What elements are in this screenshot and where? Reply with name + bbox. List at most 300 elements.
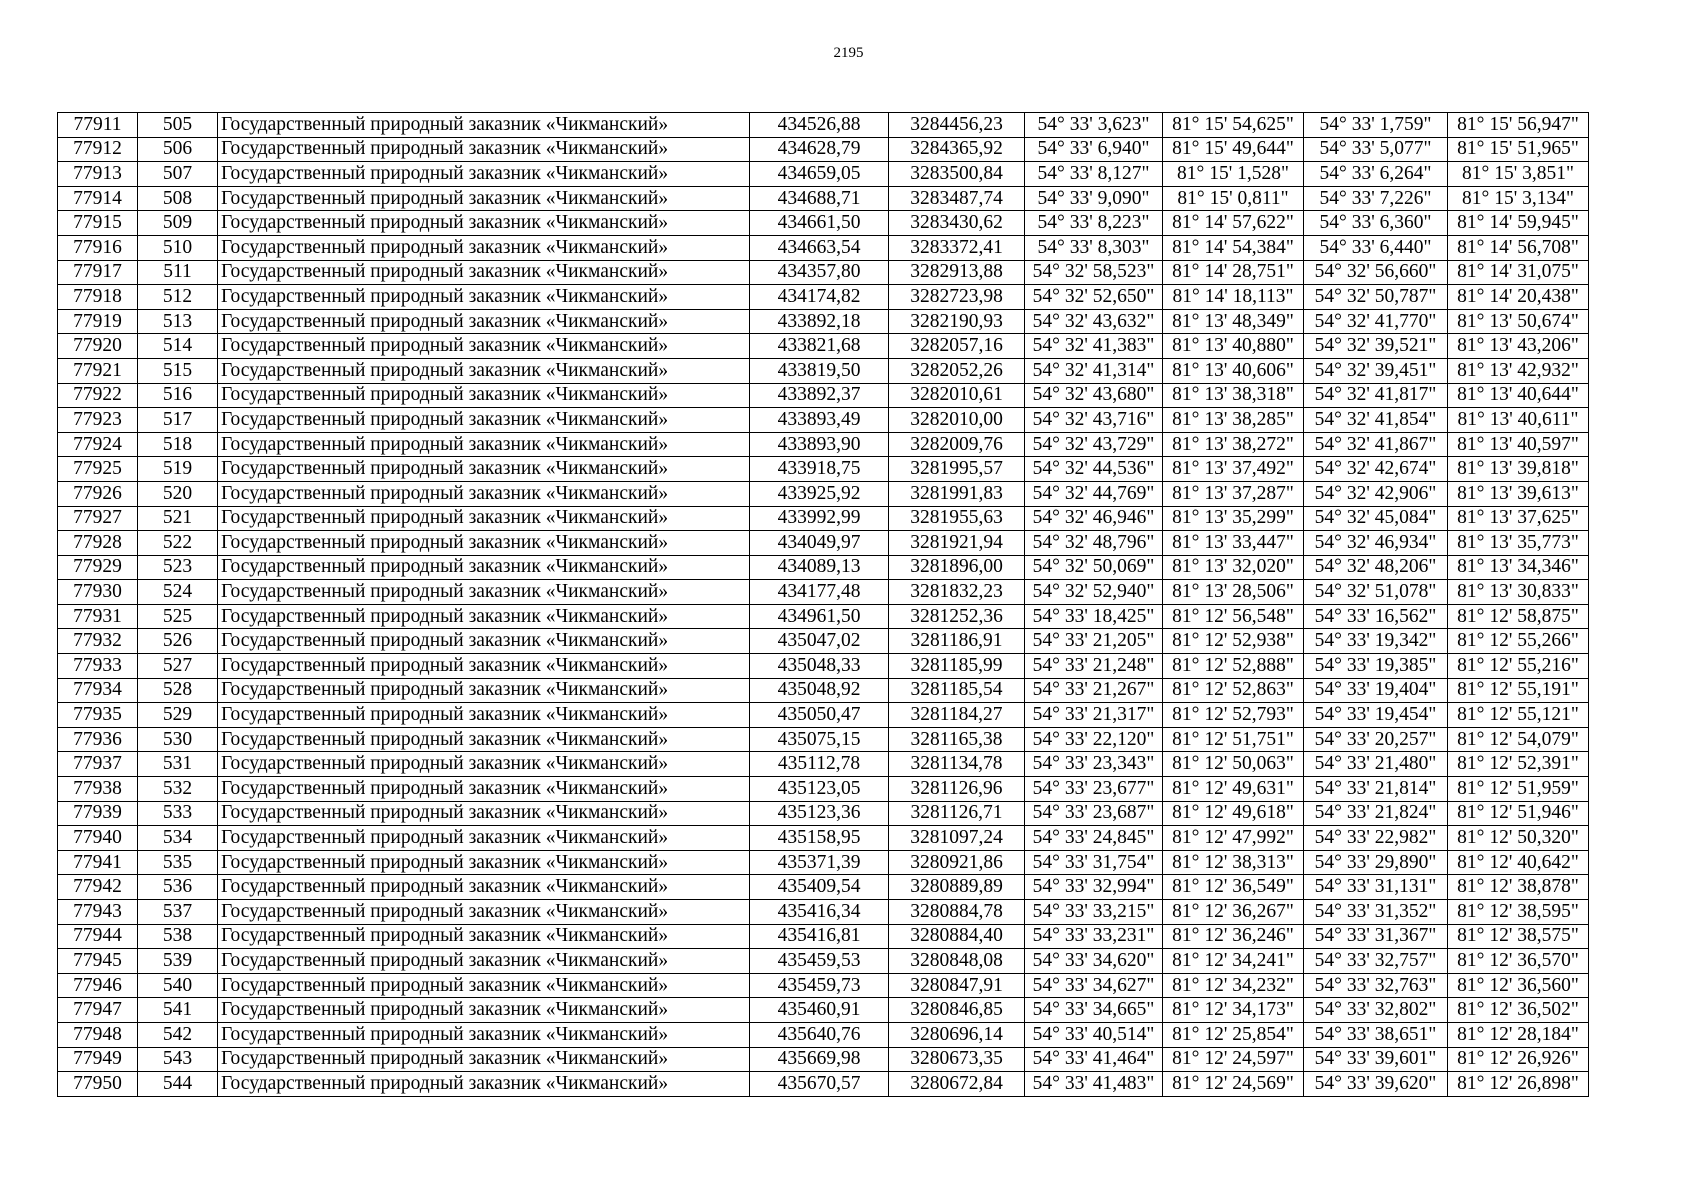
- latitude-1-cell: 54° 32' 43,680": [1025, 383, 1163, 408]
- y-coordinate-cell: 3280884,78: [889, 900, 1025, 925]
- record-number-cell: 77935: [58, 703, 138, 728]
- longitude-1-cell: 81° 14' 18,113": [1163, 285, 1304, 310]
- x-coordinate-cell: 435416,34: [750, 900, 889, 925]
- object-name-cell: Государственный природный заказник «Чикманский»: [218, 629, 750, 654]
- longitude-2-cell: 81° 12' 38,575": [1448, 924, 1589, 949]
- x-coordinate-cell: 434661,50: [750, 211, 889, 236]
- latitude-1-cell: 54° 33' 21,267": [1025, 678, 1163, 703]
- x-coordinate-cell: 434357,80: [750, 260, 889, 285]
- latitude-1-cell: 54° 33' 3,623": [1025, 113, 1163, 138]
- longitude-2-cell: 81° 12' 36,560": [1448, 973, 1589, 998]
- y-coordinate-cell: 3284456,23: [889, 113, 1025, 138]
- record-number-cell: 77932: [58, 629, 138, 654]
- longitude-1-cell: 81° 13' 38,272": [1163, 432, 1304, 457]
- table-row: [58, 604, 1589, 629]
- object-name-cell: Государственный природный заказник «Чикманский»: [218, 801, 750, 826]
- table-row: [58, 555, 1589, 580]
- latitude-1-cell: 54° 32' 44,769": [1025, 481, 1163, 506]
- latitude-1-cell: 54° 32' 52,940": [1025, 580, 1163, 605]
- coordinates-table: [57, 112, 1589, 1097]
- table-row: [58, 383, 1589, 408]
- x-coordinate-cell: 435409,54: [750, 875, 889, 900]
- record-number-cell: 77947: [58, 998, 138, 1023]
- record-number-cell: 77946: [58, 973, 138, 998]
- longitude-2-cell: 81° 13' 30,833": [1448, 580, 1589, 605]
- x-coordinate-cell: 435416,81: [750, 924, 889, 949]
- record-number-cell: 77911: [58, 113, 138, 138]
- object-name-cell: Государственный природный заказник «Чикманский»: [218, 506, 750, 531]
- point-number-cell: 523: [138, 555, 218, 580]
- longitude-2-cell: 81° 12' 52,391": [1448, 752, 1589, 777]
- object-name-cell: Государственный природный заказник «Чикманский»: [218, 604, 750, 629]
- x-coordinate-cell: 435640,76: [750, 1022, 889, 1047]
- x-coordinate-cell: 434961,50: [750, 604, 889, 629]
- point-number-cell: 532: [138, 777, 218, 802]
- x-coordinate-cell: 434659,05: [750, 162, 889, 187]
- latitude-1-cell: 54° 32' 41,383": [1025, 334, 1163, 359]
- object-name-cell: Государственный природный заказник «Чикманский»: [218, 531, 750, 556]
- point-number-cell: 514: [138, 334, 218, 359]
- table-row: [58, 309, 1589, 334]
- latitude-1-cell: 54° 33' 22,120": [1025, 727, 1163, 752]
- latitude-2-cell: 54° 33' 29,890": [1304, 850, 1448, 875]
- y-coordinate-cell: 3282723,98: [889, 285, 1025, 310]
- y-coordinate-cell: 3283500,84: [889, 162, 1025, 187]
- x-coordinate-cell: 435123,05: [750, 777, 889, 802]
- object-name-cell: Государственный природный заказник «Чикманский»: [218, 900, 750, 925]
- latitude-2-cell: 54° 33' 16,562": [1304, 604, 1448, 629]
- point-number-cell: 505: [138, 113, 218, 138]
- longitude-1-cell: 81° 12' 52,938": [1163, 629, 1304, 654]
- object-name-cell: Государственный природный заказник «Чикманский»: [218, 924, 750, 949]
- longitude-1-cell: 81° 12' 47,992": [1163, 826, 1304, 851]
- table-row: [58, 998, 1589, 1023]
- object-name-cell: Государственный природный заказник «Чикманский»: [218, 334, 750, 359]
- object-name-cell: Государственный природный заказник «Чикманский»: [218, 481, 750, 506]
- y-coordinate-cell: 3281991,83: [889, 481, 1025, 506]
- point-number-cell: 530: [138, 727, 218, 752]
- longitude-2-cell: 81° 12' 51,946": [1448, 801, 1589, 826]
- latitude-2-cell: 54° 33' 31,352": [1304, 900, 1448, 925]
- record-number-cell: 77913: [58, 162, 138, 187]
- y-coordinate-cell: 3281921,94: [889, 531, 1025, 556]
- object-name-cell: Государственный природный заказник «Чикманский»: [218, 162, 750, 187]
- table-row: [58, 629, 1589, 654]
- object-name-cell: Государственный природный заказник «Чикманский»: [218, 973, 750, 998]
- longitude-1-cell: 81° 12' 52,793": [1163, 703, 1304, 728]
- longitude-2-cell: 81° 13' 40,644": [1448, 383, 1589, 408]
- object-name-cell: Государственный природный заказник «Чикманский»: [218, 186, 750, 211]
- y-coordinate-cell: 3282913,88: [889, 260, 1025, 285]
- longitude-1-cell: 81° 13' 28,506": [1163, 580, 1304, 605]
- point-number-cell: 519: [138, 457, 218, 482]
- longitude-1-cell: 81° 14' 28,751": [1163, 260, 1304, 285]
- longitude-1-cell: 81° 14' 54,384": [1163, 235, 1304, 260]
- table-row: [58, 113, 1589, 138]
- object-name-cell: Государственный природный заказник «Чикманский»: [218, 113, 750, 138]
- x-coordinate-cell: 433918,75: [750, 457, 889, 482]
- point-number-cell: 540: [138, 973, 218, 998]
- longitude-1-cell: 81° 15' 49,644": [1163, 137, 1304, 162]
- latitude-1-cell: 54° 32' 52,650": [1025, 285, 1163, 310]
- x-coordinate-cell: 434174,82: [750, 285, 889, 310]
- y-coordinate-cell: 3280848,08: [889, 949, 1025, 974]
- table-row: [58, 727, 1589, 752]
- point-number-cell: 536: [138, 875, 218, 900]
- y-coordinate-cell: 3280672,84: [889, 1072, 1025, 1097]
- table-row: [58, 334, 1589, 359]
- x-coordinate-cell: 434177,48: [750, 580, 889, 605]
- point-number-cell: 522: [138, 531, 218, 556]
- latitude-2-cell: 54° 32' 41,770": [1304, 309, 1448, 334]
- point-number-cell: 531: [138, 752, 218, 777]
- latitude-1-cell: 54° 33' 40,514": [1025, 1022, 1163, 1047]
- table-row: [58, 1047, 1589, 1072]
- latitude-2-cell: 54° 33' 19,342": [1304, 629, 1448, 654]
- latitude-2-cell: 54° 33' 19,454": [1304, 703, 1448, 728]
- latitude-1-cell: 54° 33' 8,127": [1025, 162, 1163, 187]
- y-coordinate-cell: 3281126,71: [889, 801, 1025, 826]
- table-row: [58, 752, 1589, 777]
- y-coordinate-cell: 3282010,61: [889, 383, 1025, 408]
- object-name-cell: Государственный природный заказник «Чикманский»: [218, 1072, 750, 1097]
- x-coordinate-cell: 434663,54: [750, 235, 889, 260]
- record-number-cell: 77938: [58, 777, 138, 802]
- x-coordinate-cell: 435112,78: [750, 752, 889, 777]
- x-coordinate-cell: 433821,68: [750, 334, 889, 359]
- latitude-2-cell: 54° 32' 56,660": [1304, 260, 1448, 285]
- record-number-cell: 77925: [58, 457, 138, 482]
- latitude-2-cell: 54° 33' 6,264": [1304, 162, 1448, 187]
- longitude-1-cell: 81° 13' 37,287": [1163, 481, 1304, 506]
- latitude-1-cell: 54° 33' 34,620": [1025, 949, 1163, 974]
- table-row: [58, 801, 1589, 826]
- point-number-cell: 538: [138, 924, 218, 949]
- latitude-1-cell: 54° 33' 21,205": [1025, 629, 1163, 654]
- y-coordinate-cell: 3281995,57: [889, 457, 1025, 482]
- x-coordinate-cell: 433992,99: [750, 506, 889, 531]
- latitude-2-cell: 54° 33' 32,802": [1304, 998, 1448, 1023]
- y-coordinate-cell: 3283487,74: [889, 186, 1025, 211]
- longitude-2-cell: 81° 12' 54,079": [1448, 727, 1589, 752]
- latitude-2-cell: 54° 33' 31,131": [1304, 875, 1448, 900]
- longitude-1-cell: 81° 12' 36,549": [1163, 875, 1304, 900]
- y-coordinate-cell: 3281186,91: [889, 629, 1025, 654]
- latitude-1-cell: 54° 33' 24,845": [1025, 826, 1163, 851]
- y-coordinate-cell: 3282190,93: [889, 309, 1025, 334]
- longitude-1-cell: 81° 14' 57,622": [1163, 211, 1304, 236]
- longitude-1-cell: 81° 12' 52,863": [1163, 678, 1304, 703]
- longitude-1-cell: 81° 12' 24,597": [1163, 1047, 1304, 1072]
- longitude-2-cell: 81° 12' 26,898": [1448, 1072, 1589, 1097]
- table-row: [58, 408, 1589, 433]
- longitude-1-cell: 81° 13' 33,447": [1163, 531, 1304, 556]
- longitude-2-cell: 81° 12' 38,878": [1448, 875, 1589, 900]
- longitude-1-cell: 81° 13' 37,492": [1163, 457, 1304, 482]
- x-coordinate-cell: 435158,95: [750, 826, 889, 851]
- y-coordinate-cell: 3284365,92: [889, 137, 1025, 162]
- object-name-cell: Государственный природный заказник «Чикманский»: [218, 1047, 750, 1072]
- latitude-2-cell: 54° 33' 32,763": [1304, 973, 1448, 998]
- longitude-1-cell: 81° 13' 48,349": [1163, 309, 1304, 334]
- latitude-2-cell: 54° 32' 42,674": [1304, 457, 1448, 482]
- object-name-cell: Государственный природный заказник «Чикманский»: [218, 580, 750, 605]
- longitude-2-cell: 81° 12' 50,320": [1448, 826, 1589, 851]
- record-number-cell: 77939: [58, 801, 138, 826]
- point-number-cell: 541: [138, 998, 218, 1023]
- y-coordinate-cell: 3281134,78: [889, 752, 1025, 777]
- longitude-1-cell: 81° 12' 24,569": [1163, 1072, 1304, 1097]
- latitude-2-cell: 54° 33' 39,601": [1304, 1047, 1448, 1072]
- y-coordinate-cell: 3281185,99: [889, 654, 1025, 679]
- object-name-cell: Государственный природный заказник «Чикманский»: [218, 137, 750, 162]
- latitude-1-cell: 54° 32' 48,796": [1025, 531, 1163, 556]
- point-number-cell: 528: [138, 678, 218, 703]
- y-coordinate-cell: 3283430,62: [889, 211, 1025, 236]
- point-number-cell: 508: [138, 186, 218, 211]
- object-name-cell: Государственный природный заказник «Чикманский»: [218, 654, 750, 679]
- table-row: [58, 678, 1589, 703]
- y-coordinate-cell: 3282010,00: [889, 408, 1025, 433]
- object-name-cell: Государственный природный заказник «Чикманский»: [218, 309, 750, 334]
- x-coordinate-cell: 433925,92: [750, 481, 889, 506]
- y-coordinate-cell: 3282052,26: [889, 358, 1025, 383]
- y-coordinate-cell: 3280921,86: [889, 850, 1025, 875]
- x-coordinate-cell: 434628,79: [750, 137, 889, 162]
- table-body: [58, 113, 1589, 1097]
- table-row: [58, 949, 1589, 974]
- table-row: [58, 826, 1589, 851]
- record-number-cell: 77931: [58, 604, 138, 629]
- table-row: [58, 137, 1589, 162]
- record-number-cell: 77921: [58, 358, 138, 383]
- x-coordinate-cell: 435669,98: [750, 1047, 889, 1072]
- longitude-2-cell: 81° 12' 55,191": [1448, 678, 1589, 703]
- record-number-cell: 77950: [58, 1072, 138, 1097]
- y-coordinate-cell: 3282057,16: [889, 334, 1025, 359]
- point-number-cell: 524: [138, 580, 218, 605]
- y-coordinate-cell: 3281165,38: [889, 727, 1025, 752]
- object-name-cell: Государственный природный заказник «Чикманский»: [218, 285, 750, 310]
- record-number-cell: 77917: [58, 260, 138, 285]
- point-number-cell: 544: [138, 1072, 218, 1097]
- longitude-2-cell: 81° 12' 55,216": [1448, 654, 1589, 679]
- object-name-cell: Государственный природный заказник «Чикманский»: [218, 875, 750, 900]
- table-row: [58, 211, 1589, 236]
- longitude-2-cell: 81° 14' 59,945": [1448, 211, 1589, 236]
- table-row: [58, 580, 1589, 605]
- point-number-cell: 529: [138, 703, 218, 728]
- x-coordinate-cell: 433819,50: [750, 358, 889, 383]
- latitude-2-cell: 54° 32' 42,906": [1304, 481, 1448, 506]
- latitude-2-cell: 54° 33' 31,367": [1304, 924, 1448, 949]
- y-coordinate-cell: 3281896,00: [889, 555, 1025, 580]
- latitude-1-cell: 54° 33' 33,231": [1025, 924, 1163, 949]
- object-name-cell: Государственный природный заказник «Чикманский»: [218, 752, 750, 777]
- table-row: [58, 235, 1589, 260]
- longitude-2-cell: 81° 12' 55,121": [1448, 703, 1589, 728]
- latitude-2-cell: 54° 33' 20,257": [1304, 727, 1448, 752]
- record-number-cell: 77915: [58, 211, 138, 236]
- longitude-1-cell: 81° 12' 25,854": [1163, 1022, 1304, 1047]
- point-number-cell: 516: [138, 383, 218, 408]
- y-coordinate-cell: 3283372,41: [889, 235, 1025, 260]
- y-coordinate-cell: 3282009,76: [889, 432, 1025, 457]
- latitude-1-cell: 54° 33' 9,090": [1025, 186, 1163, 211]
- y-coordinate-cell: 3280889,89: [889, 875, 1025, 900]
- longitude-1-cell: 81° 15' 0,811": [1163, 186, 1304, 211]
- x-coordinate-cell: 434526,88: [750, 113, 889, 138]
- record-number-cell: 77949: [58, 1047, 138, 1072]
- table-row: [58, 358, 1589, 383]
- longitude-1-cell: 81° 15' 1,528": [1163, 162, 1304, 187]
- point-number-cell: 525: [138, 604, 218, 629]
- record-number-cell: 77930: [58, 580, 138, 605]
- record-number-cell: 77919: [58, 309, 138, 334]
- latitude-1-cell: 54° 33' 41,464": [1025, 1047, 1163, 1072]
- longitude-2-cell: 81° 14' 56,708": [1448, 235, 1589, 260]
- latitude-1-cell: 54° 33' 23,687": [1025, 801, 1163, 826]
- record-number-cell: 77934: [58, 678, 138, 703]
- latitude-2-cell: 54° 33' 1,759": [1304, 113, 1448, 138]
- longitude-2-cell: 81° 15' 56,947": [1448, 113, 1589, 138]
- latitude-1-cell: 54° 33' 34,627": [1025, 973, 1163, 998]
- x-coordinate-cell: 434089,13: [750, 555, 889, 580]
- point-number-cell: 542: [138, 1022, 218, 1047]
- longitude-1-cell: 81° 13' 40,880": [1163, 334, 1304, 359]
- latitude-1-cell: 54° 32' 58,523": [1025, 260, 1163, 285]
- record-number-cell: 77941: [58, 850, 138, 875]
- latitude-2-cell: 54° 33' 39,620": [1304, 1072, 1448, 1097]
- latitude-2-cell: 54° 33' 21,824": [1304, 801, 1448, 826]
- point-number-cell: 534: [138, 826, 218, 851]
- record-number-cell: 77914: [58, 186, 138, 211]
- longitude-2-cell: 81° 13' 39,613": [1448, 481, 1589, 506]
- record-number-cell: 77926: [58, 481, 138, 506]
- point-number-cell: 512: [138, 285, 218, 310]
- longitude-2-cell: 81° 13' 37,625": [1448, 506, 1589, 531]
- longitude-2-cell: 81° 14' 31,075": [1448, 260, 1589, 285]
- latitude-1-cell: 54° 32' 41,314": [1025, 358, 1163, 383]
- table-row: [58, 973, 1589, 998]
- longitude-1-cell: 81° 13' 35,299": [1163, 506, 1304, 531]
- longitude-2-cell: 81° 12' 36,570": [1448, 949, 1589, 974]
- x-coordinate-cell: 433893,49: [750, 408, 889, 433]
- longitude-2-cell: 81° 12' 58,875": [1448, 604, 1589, 629]
- latitude-2-cell: 54° 33' 6,440": [1304, 235, 1448, 260]
- latitude-1-cell: 54° 33' 41,483": [1025, 1072, 1163, 1097]
- latitude-1-cell: 54° 32' 50,069": [1025, 555, 1163, 580]
- longitude-2-cell: 81° 12' 40,642": [1448, 850, 1589, 875]
- latitude-2-cell: 54° 32' 39,451": [1304, 358, 1448, 383]
- record-number-cell: 77916: [58, 235, 138, 260]
- object-name-cell: Государственный природный заказник «Чикманский»: [218, 358, 750, 383]
- table-row: [58, 1072, 1589, 1097]
- longitude-2-cell: 81° 15' 51,965": [1448, 137, 1589, 162]
- longitude-2-cell: 81° 13' 50,674": [1448, 309, 1589, 334]
- record-number-cell: 77912: [58, 137, 138, 162]
- table-row: [58, 285, 1589, 310]
- object-name-cell: Государственный природный заказник «Чикманский»: [218, 678, 750, 703]
- object-name-cell: Государственный природный заказник «Чикманский»: [218, 383, 750, 408]
- latitude-1-cell: 54° 33' 18,425": [1025, 604, 1163, 629]
- y-coordinate-cell: 3281184,27: [889, 703, 1025, 728]
- longitude-1-cell: 81° 12' 34,232": [1163, 973, 1304, 998]
- y-coordinate-cell: 3280884,40: [889, 924, 1025, 949]
- record-number-cell: 77933: [58, 654, 138, 679]
- table-row: [58, 432, 1589, 457]
- page-number: 2195: [833, 45, 864, 61]
- latitude-2-cell: 54° 32' 50,787": [1304, 285, 1448, 310]
- latitude-1-cell: 54° 33' 31,754": [1025, 850, 1163, 875]
- table-row: [58, 531, 1589, 556]
- point-number-cell: 506: [138, 137, 218, 162]
- y-coordinate-cell: 3281955,63: [889, 506, 1025, 531]
- latitude-1-cell: 54° 33' 32,994": [1025, 875, 1163, 900]
- latitude-2-cell: 54° 33' 6,360": [1304, 211, 1448, 236]
- point-number-cell: 521: [138, 506, 218, 531]
- object-name-cell: Государственный природный заказник «Чикманский»: [218, 260, 750, 285]
- longitude-2-cell: 81° 13' 35,773": [1448, 531, 1589, 556]
- record-number-cell: 77923: [58, 408, 138, 433]
- x-coordinate-cell: 435048,33: [750, 654, 889, 679]
- table-row: [58, 875, 1589, 900]
- latitude-2-cell: 54° 33' 22,982": [1304, 826, 1448, 851]
- x-coordinate-cell: 433893,90: [750, 432, 889, 457]
- point-number-cell: 510: [138, 235, 218, 260]
- latitude-2-cell: 54° 32' 41,867": [1304, 432, 1448, 457]
- table-row: [58, 777, 1589, 802]
- longitude-2-cell: 81° 13' 40,597": [1448, 432, 1589, 457]
- latitude-1-cell: 54° 33' 33,215": [1025, 900, 1163, 925]
- y-coordinate-cell: 3281832,23: [889, 580, 1025, 605]
- longitude-1-cell: 81° 12' 50,063": [1163, 752, 1304, 777]
- longitude-1-cell: 81° 13' 40,606": [1163, 358, 1304, 383]
- longitude-2-cell: 81° 13' 42,932": [1448, 358, 1589, 383]
- point-number-cell: 518: [138, 432, 218, 457]
- table-row: [58, 900, 1589, 925]
- table-row: [58, 1022, 1589, 1047]
- x-coordinate-cell: 435460,91: [750, 998, 889, 1023]
- x-coordinate-cell: 435459,73: [750, 973, 889, 998]
- table-row: [58, 654, 1589, 679]
- latitude-1-cell: 54° 32' 43,632": [1025, 309, 1163, 334]
- latitude-2-cell: 54° 33' 21,480": [1304, 752, 1448, 777]
- longitude-2-cell: 81° 14' 20,438": [1448, 285, 1589, 310]
- record-number-cell: 77929: [58, 555, 138, 580]
- object-name-cell: Государственный природный заказник «Чикманский»: [218, 826, 750, 851]
- latitude-1-cell: 54° 32' 46,946": [1025, 506, 1163, 531]
- y-coordinate-cell: 3281097,24: [889, 826, 1025, 851]
- x-coordinate-cell: 435670,57: [750, 1072, 889, 1097]
- x-coordinate-cell: 433892,18: [750, 309, 889, 334]
- point-number-cell: 533: [138, 801, 218, 826]
- latitude-2-cell: 54° 33' 19,385": [1304, 654, 1448, 679]
- longitude-2-cell: 81° 12' 28,184": [1448, 1022, 1589, 1047]
- longitude-2-cell: 81° 13' 40,611": [1448, 408, 1589, 433]
- y-coordinate-cell: 3281252,36: [889, 604, 1025, 629]
- point-number-cell: 511: [138, 260, 218, 285]
- table-row: [58, 186, 1589, 211]
- record-number-cell: 77922: [58, 383, 138, 408]
- x-coordinate-cell: 435048,92: [750, 678, 889, 703]
- longitude-1-cell: 81° 13' 32,020": [1163, 555, 1304, 580]
- object-name-cell: Государственный природный заказник «Чикманский»: [218, 949, 750, 974]
- latitude-2-cell: 54° 33' 21,814": [1304, 777, 1448, 802]
- record-number-cell: 77943: [58, 900, 138, 925]
- latitude-2-cell: 54° 32' 41,854": [1304, 408, 1448, 433]
- y-coordinate-cell: 3280846,85: [889, 998, 1025, 1023]
